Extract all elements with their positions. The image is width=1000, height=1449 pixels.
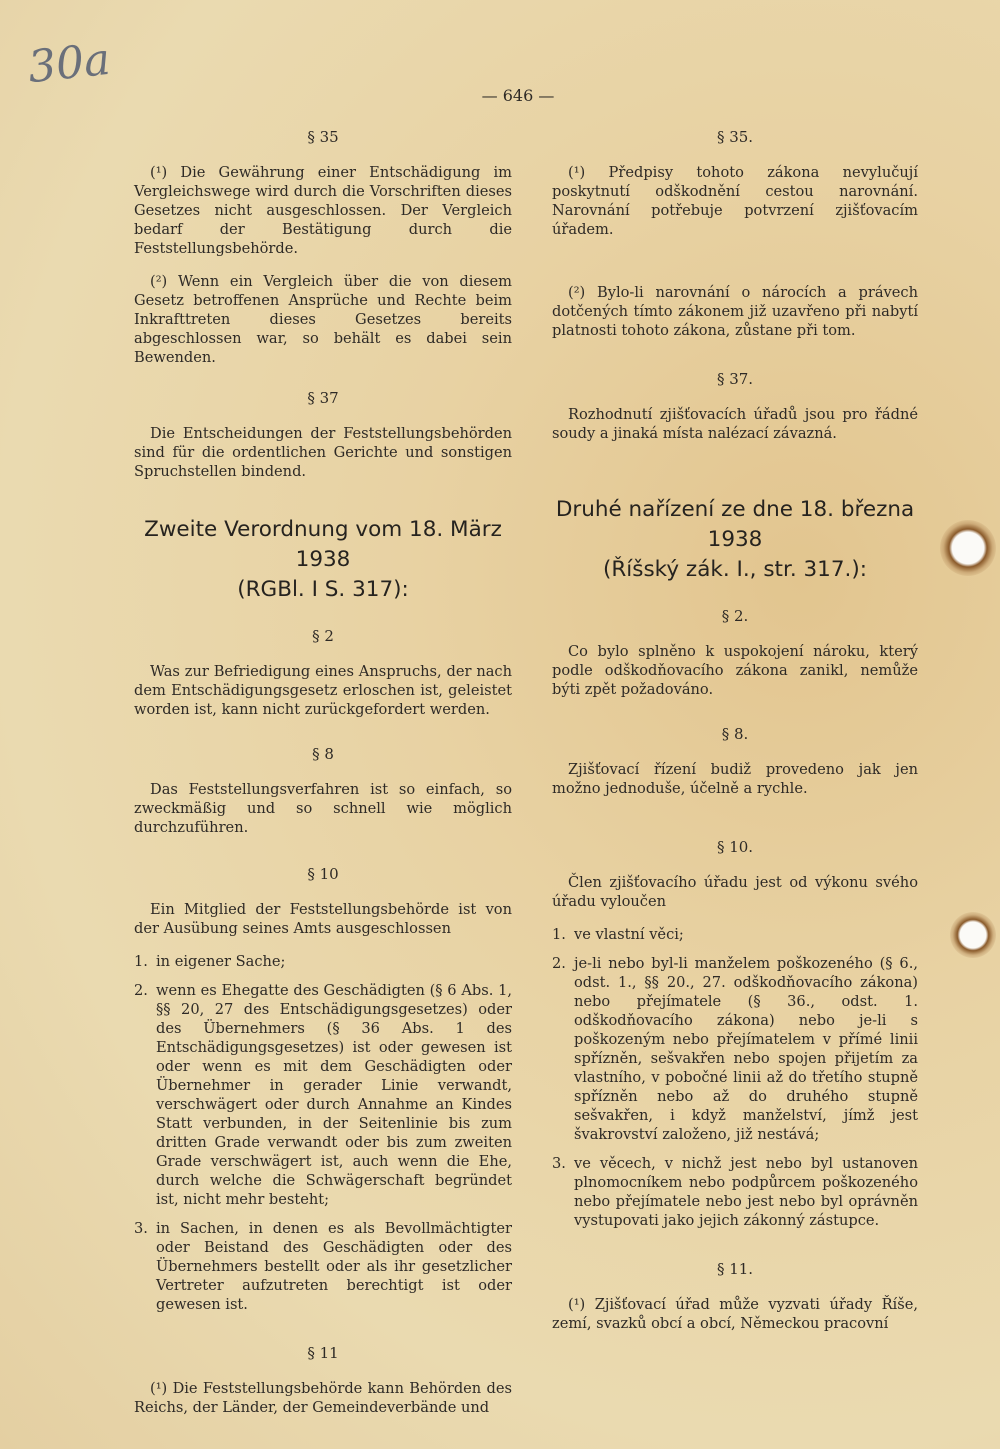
list-item <box>134 981 512 1209</box>
list-item-text: ve věcech, v nichž jest nebo byl ustanoven plnomocníkem nebo podpůrcem poškozeného nebo přejímatele nebo jest nebo byl oprávněn vystupovati jako jejich zákonný zástupce. <box>574 1155 918 1229</box>
czech-column <box>552 128 918 1347</box>
section-heading: § 35 <box>307 128 339 146</box>
paragraph: (¹) Die Gewährung einer Entschädigung im Vergleichswege wird durch die Vorschriften dieses Gesetzes nicht ausgeschlossen. Der Vergleich bedarf der Bestätigung durch die Feststellungsbehörde. <box>134 164 512 257</box>
german-column <box>134 128 512 1431</box>
list-item <box>134 1219 512 1314</box>
ordinance-title <box>134 515 512 605</box>
burn-hole-mark <box>940 520 996 576</box>
list-item-number: 1. <box>134 953 148 970</box>
list-item-number: 1. <box>552 926 566 943</box>
paragraph: (¹) Předpisy tohoto zákona nevylučují poskytnutí odškodnění cestou narovnání. Narovnání potřebuje potvrzení zjišťovacím úřadem. <box>552 164 918 238</box>
ordinance-title <box>552 495 918 585</box>
paragraph: Was zur Befriedigung eines Anspruchs, der nach dem Entschädigungsgesetz erloschen ist, geleistet worden ist, kann nicht zurückgefordert werden. <box>134 663 512 718</box>
list-item-text: je-li nebo byl-li manželem poškozeného (§ 6., odst. 1., §§ 20., 27. odškodňovacího zákona) nebo přejímatele (§ 36., odst. 1. odškodňovacího zákona) nebo je-li s poškozeným nebo přejímatelem v přímé linii spřízněn, sešvakřen nebo spojen přijetím za vlastního, v pobočné linii až do třetího stupně spřízněn nebo až do druhého stupně sešvakřen, i když manželství, jímž jest švakrovství založeno, již nestává; <box>574 955 918 1143</box>
list-item-text: wenn es Ehegatte des Geschädigten (§ 6 Abs. 1, §§ 20, 27 des Entschädigungsgesetzes) oder des Übernehmers (§ 36 Abs. 1 des Entschädigungsgesetzes) ist oder gewesen ist oder wenn es mit dem Geschädigten oder Übernehmer in gerader Linie verwandt, verschwägert oder durch Annahme an Kindes Statt verbunden, in der Seitenlinie bis zum dritten Grade verwandt oder bis zum zweiten Grade verschwägert ist, auch wenn die Ehe, durch welche die Schwägerschaft begründet ist, nicht mehr besteht; <box>156 982 512 1208</box>
section-heading: § 8. <box>721 725 749 743</box>
handwritten-note: 30a <box>25 33 113 94</box>
section-heading: § 8 <box>312 745 334 763</box>
paragraph: (¹) Zjišťovací úřad může vyzvati úřady Říše, zemí, svazků obcí a obcí, Německou pracovní <box>552 1296 918 1332</box>
list-item-text: in eigener Sache; <box>156 953 286 970</box>
section-heading: § 11 <box>307 1344 339 1362</box>
list-item <box>552 1154 918 1230</box>
list-item-number: 3. <box>552 1155 566 1172</box>
list-item <box>552 954 918 1144</box>
paragraph: Zjišťovací řízení budiž provedeno jak jen možno jednoduše, účelně a rychle. <box>552 761 918 797</box>
list-item-number: 2. <box>134 982 148 999</box>
ordinance-title-line: Zweite Verordnung vom 18. März 1938 <box>144 517 502 572</box>
section-heading: § 35. <box>716 128 754 146</box>
burn-hole-mark <box>950 912 996 958</box>
paragraph: Ein Mitglied der Feststellungsbehörde ist von der Ausübung seines Amts ausgeschlossen <box>134 901 512 937</box>
paragraph: (²) Wenn ein Vergleich über die von diesem Gesetz betroffenen Ansprüche und Rechte beim Inkrafttreten dieses Gesetzes bereits abgeschlossen war, so behält es dabei sein Bewenden. <box>134 273 512 366</box>
section-heading: § 10. <box>716 838 754 856</box>
ordinance-title-line: (RGBl. I S. 317): <box>237 577 409 602</box>
section-heading: § 37. <box>716 370 754 388</box>
section-heading: § 37 <box>307 389 339 407</box>
paragraph: (¹) Die Feststellungsbehörde kann Behörden des Reichs, der Länder, der Gemeindeverbände und <box>134 1380 512 1416</box>
list-item <box>552 925 918 944</box>
paragraph: Co bylo splněno k uspokojení nároku, který podle odškodňovacího zákona zanikl, nemůže býti zpět požadováno. <box>552 643 918 698</box>
ordinance-title-line: Druhé nařízení ze dne 18. března 1938 <box>555 497 915 552</box>
section-heading: § 2. <box>721 607 749 625</box>
paragraph: (²) Bylo-li narovnání o nárocích a právech dotčených tímto zákonem již uzavřeno při nabytí platnosti tohoto zákona, zůstane při tom. <box>552 284 918 339</box>
list-item <box>134 952 512 971</box>
list-item-number: 2. <box>552 955 566 972</box>
list-item-text: ve vlastní věci; <box>574 926 684 943</box>
paragraph: Das Feststellungsverfahren ist so einfach, so zweckmäßig und so schnell wie möglich durchzuführen. <box>134 781 512 836</box>
paragraph: Člen zjišťovacího úřadu jest od výkonu svého úřadu vyloučen <box>552 874 918 910</box>
page-number: — 646 — <box>481 86 555 105</box>
section-heading: § 2 <box>312 627 334 645</box>
list-item-number: 3. <box>134 1220 148 1237</box>
section-heading: § 10 <box>307 865 339 883</box>
list-item-text: in Sachen, in denen es als Bevollmächtigter oder Beistand des Geschädigten oder des Übernehmers bestellt oder als ihr gesetzlicher Vertreter aufzutreten berechtigt ist oder gewesen ist. <box>156 1220 512 1313</box>
paragraph: Rozhodnutí zjišťovacích úřadů jsou pro řádné soudy a jinaká místa nalézací závazná. <box>552 406 918 442</box>
paragraph: Die Entscheidungen der Feststellungsbehörden sind für die ordentlichen Gerichte und sonstigen Spruchstellen bindend. <box>134 425 512 480</box>
ordinance-title-line: (Říšský zák. I., str. 317.): <box>602 557 868 582</box>
section-heading: § 11. <box>716 1260 754 1278</box>
